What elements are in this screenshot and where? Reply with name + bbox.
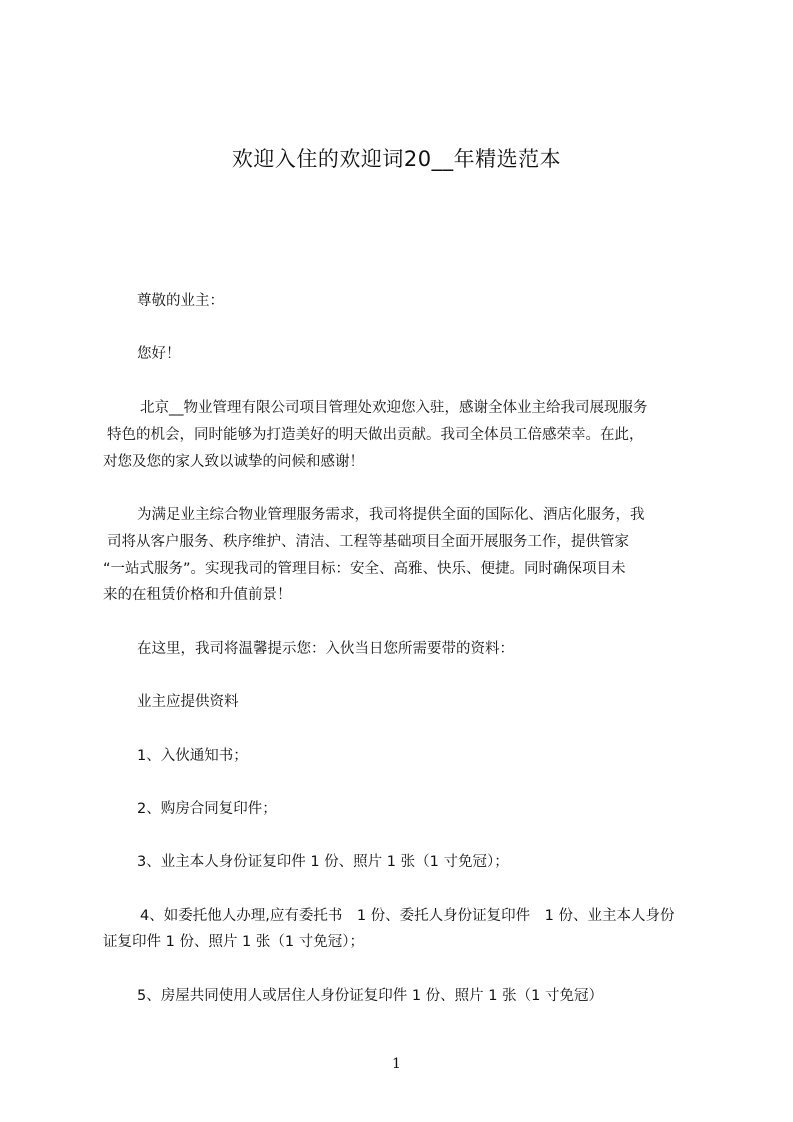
paragraph-line: 为满足业主综合物业管理服务需求，我司将提供全面的国际化、酒店化服务，我	[137, 507, 645, 523]
paragraph-line: 特色的机会，同时能够为打造美好的明天做出贡献。我司全体员工倍感荣幸。在此，	[107, 427, 644, 443]
section-heading: 业主应提供资料	[137, 694, 239, 710]
paragraph-line: “一站式服务”。实现我司的管理目标：安全、高雅、快乐、便捷。同时确保项目未	[103, 561, 626, 577]
salutation: 尊敬的业主：	[137, 293, 224, 309]
list-item: 4、如委托他人办理,应有委托书 1 份、委托人身份证复印件 1 份、业主本人身份	[140, 908, 675, 924]
page-number: 1	[392, 1056, 401, 1072]
list-item: 2、购房合同复印件；	[137, 801, 277, 817]
reminder-text: 在这里，我司将温馨提示您：入伙当日您所需要带的资料：	[137, 641, 514, 657]
list-item: 3、业主本人身份证复印件 1 份、照片 1 张（1 寸免冠）；	[137, 854, 509, 870]
list-item: 5、房屋共同使用人或居住人身份证复印件 1 份、照片 1 张（1 寸免冠）	[137, 988, 603, 1004]
greeting: 您好！	[137, 346, 181, 362]
paragraph-line: 司将从客户服务、秩序维护、清洁、工程等基础项目全面开展服务工作，提供管家	[107, 534, 629, 550]
list-item: 1、入伙通知书；	[137, 748, 248, 764]
paragraph-line: 对您及您的家人致以诚挚的问候和感谢！	[103, 454, 364, 470]
paragraph-line: 来的在租赁价格和升值前景！	[103, 587, 292, 603]
list-item-continuation: 证复印件 1 份、照片 1 张（1 寸免冠）；	[103, 934, 364, 950]
document-title: 欢迎入住的欢迎词20__年精选范本	[231, 147, 562, 171]
paragraph-line: 北京__物业管理有限公司项目管理处欢迎您入驻，感谢全体业主给我司展现服务	[140, 400, 648, 416]
